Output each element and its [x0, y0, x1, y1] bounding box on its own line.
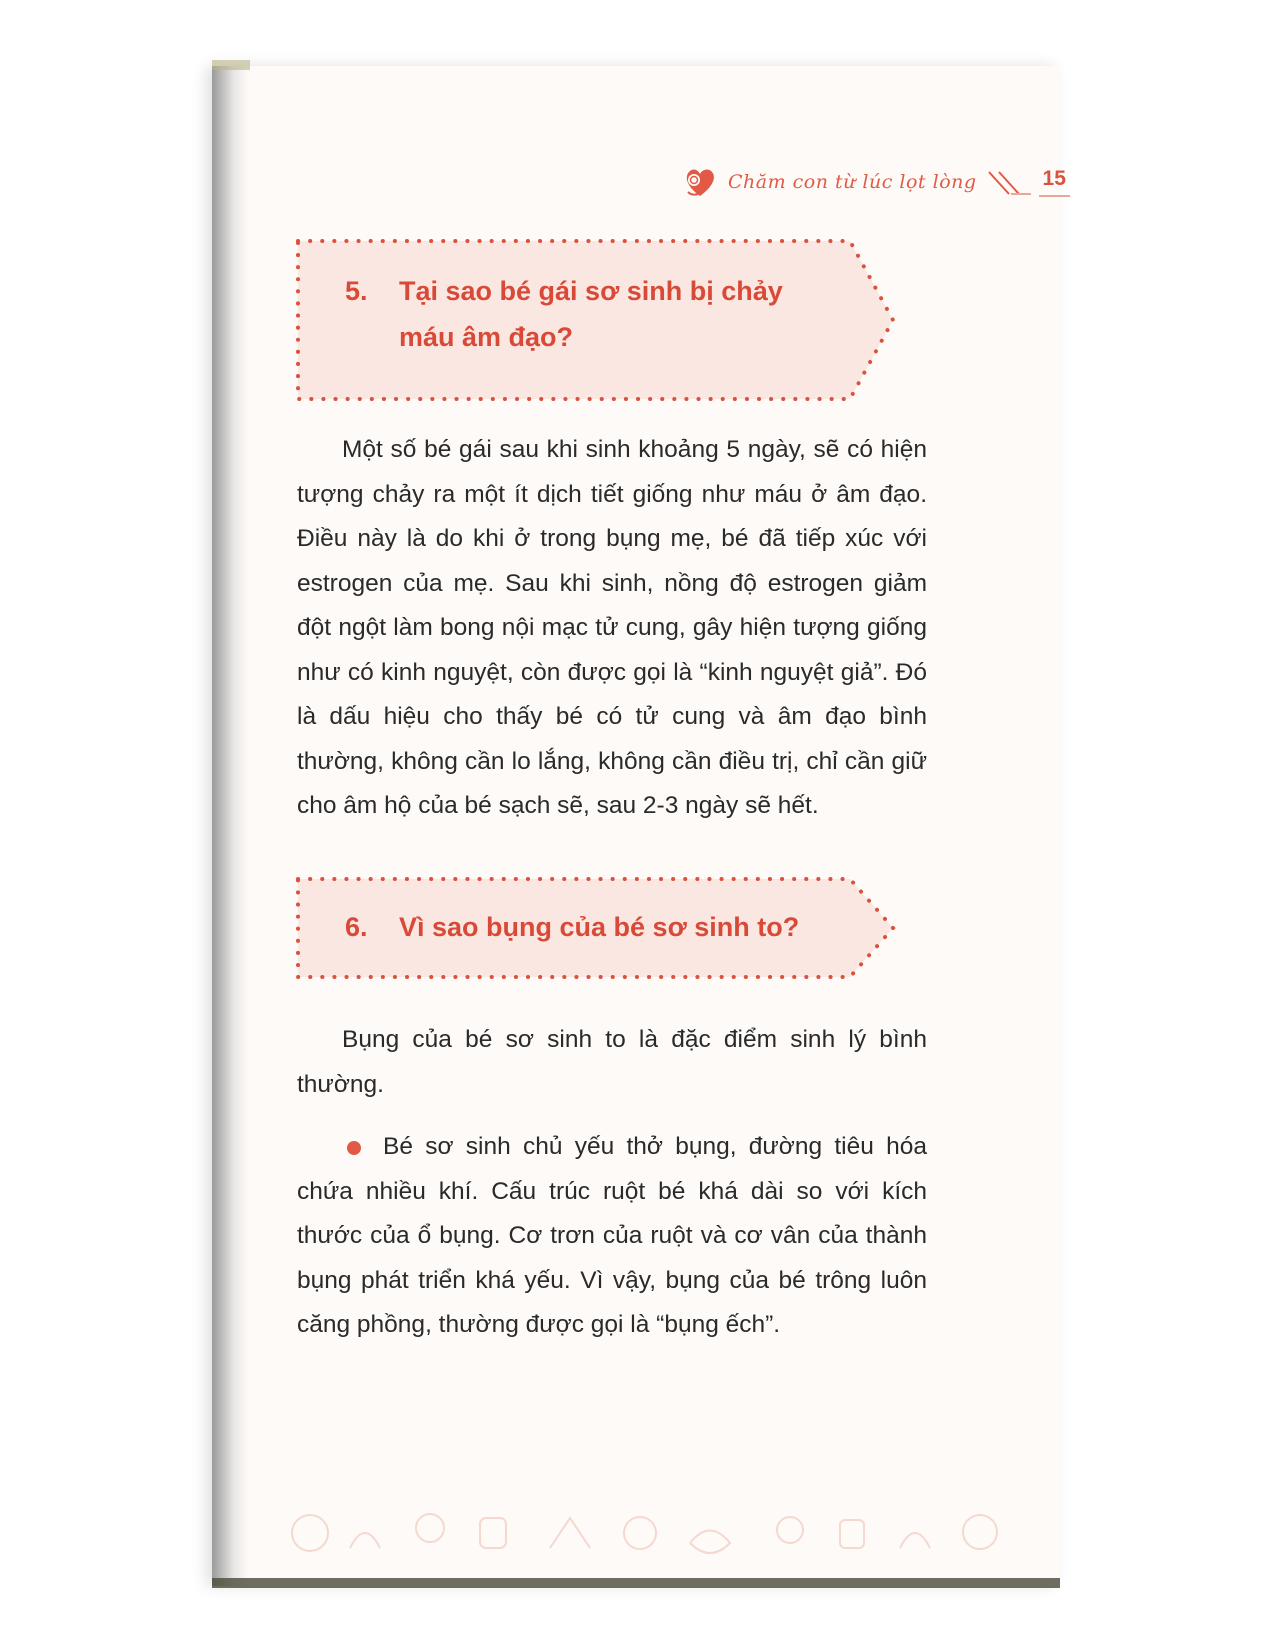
bullet-item [297, 1125, 927, 1348]
bullet-text: Bé sơ sinh chủ yếu thở bụng, đường tiêu hóa chứa nhiều khí. Cấu trúc ruột bé khá dài so với kích thước của ổ bụng. Cơ trơn của ruột và cơ vân của thành bụng phát triển khá yếu. Vì vậy, bụng của bé trông luôn căng phồng, thường được gọi là “bụng ếch”. [297, 1133, 927, 1338]
paragraph: Bụng của bé sơ sinh to là đặc điểm sinh lý bình thường. [297, 1026, 927, 1098]
question-title: Tại sao bé gái sơ sinh bị chảy máu âm đạo? [399, 276, 783, 352]
page-bottom-edge [212, 1578, 1060, 1588]
bullet-dot-icon [347, 1141, 361, 1155]
header-slash-decoration [985, 168, 1031, 196]
answer-text-6 [297, 1018, 927, 1107]
answer-text-5 [297, 428, 927, 829]
question-heading-5 [345, 268, 845, 360]
question-box-6 [295, 876, 935, 980]
paragraph: Một số bé gái sau khi sinh khoảng 5 ngày, sẽ có hiện tượng chảy ra một ít dịch tiết giống như máu ở âm đạo. Điều này là do khi ở trong bụng mẹ, bé đã tiếp xúc với estrogen của mẹ. Sau khi sinh, nồng độ estrogen giảm đột ngột làm bong nội mạc tử cung, gây hiện tượng giống như có kinh nguyệt, còn được gọi là “kinh nguyệt giả”. Đó là dấu hiệu cho thấy bé có tử cung và âm đạo bình thường, không cần lo lắng, không cần điều trị, chỉ cần giữ cho âm hộ của bé sạch sẽ, sau 2-3 ngày sẽ hết. [297, 436, 927, 819]
question-box-5 [295, 238, 935, 402]
book-title: Chăm con từ lúc lọt lòng [728, 171, 977, 193]
question-number: 6. [345, 912, 368, 942]
binding-edge [212, 60, 250, 70]
book-spine-shadow [212, 66, 248, 1586]
page-number: 15 [1039, 167, 1070, 197]
baby-heart-logo-icon [680, 162, 720, 202]
question-title: Vì sao bụng của bé sơ sinh to? [399, 912, 800, 942]
question-number: 5. [345, 276, 368, 306]
question-heading-6 [345, 904, 845, 950]
footer-doodle-decoration [250, 1488, 1050, 1568]
running-header [680, 162, 1070, 202]
